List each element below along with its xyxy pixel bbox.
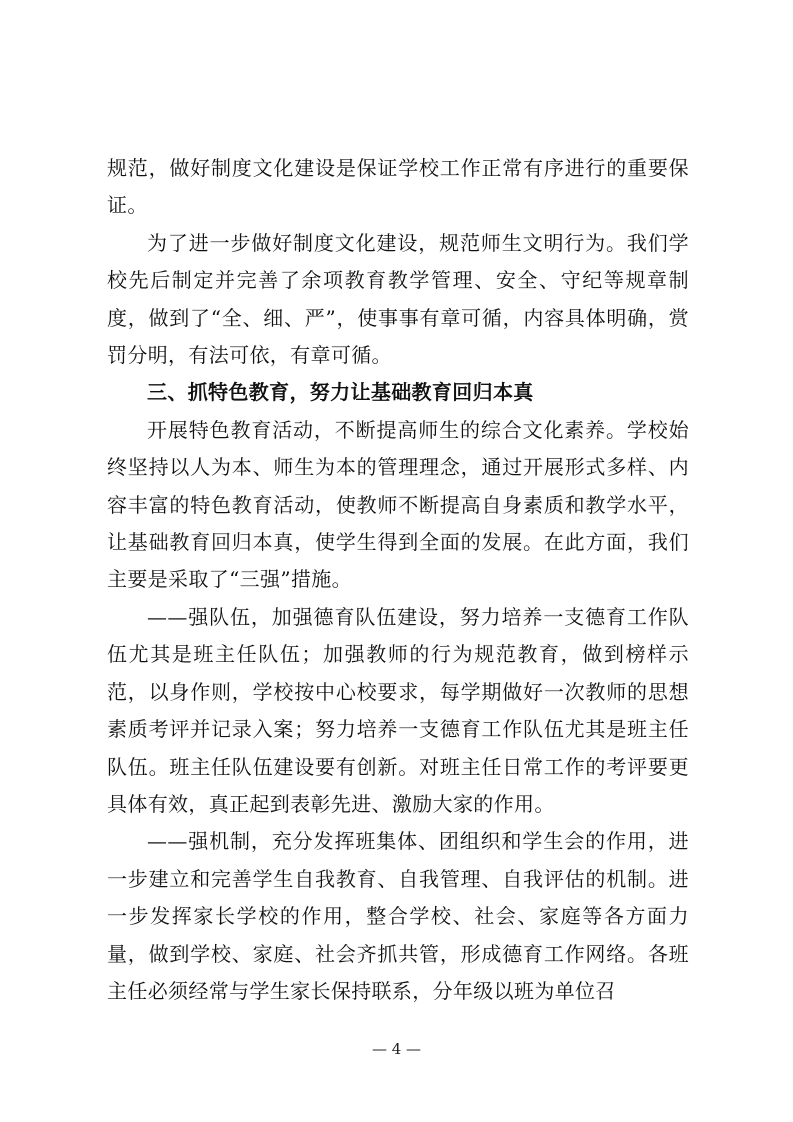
section-heading-3: 三、抓特色教育，努力让基础教育回归本真 (147, 380, 534, 405)
paragraph-1: 规范，做好制度文化建设是保证学校工作正常有序进行的重要保证。 (107, 156, 689, 218)
paragraph-6: ——强机制，充分发挥班集体、团组织和学生会的作用，进一步建立和完善学生自我教育、自我管理、自我评估的机制。进一步发挥家长学校的作用，整合学校、社会、家庭等各方面力量，做到学校、家庭、社会齐抓共管，形成德育工作网络。各班主任必须经常与学生家长保持联系，分年级以班为单位召 (107, 829, 689, 1003)
paragraph-2: 为了进一步做好制度文化建设，规范师生文明行为。我们学校先后制定并完善了余项教育教学管理、安全、守纪等规章制度，做到了“全、细、严”，使事事有章可循，内容具体明确，赏罚分明，有法可依，有章可循。 (107, 230, 689, 368)
document-body (107, 150, 689, 1010)
page-number: — 4 — (371, 1040, 422, 1058)
paragraph-4: 开展特色教育活动，不断提高师生的综合文化素养。学校始终坚持以人为本、师生为本的管理理念，通过开展形式多样、内容丰富的特色教育活动，使教师不断提高自身素质和教学水平，让基础教育回归本真，使学生得到全面的发展。在此方面，我们主要是采取了“三强”措施。 (107, 417, 689, 592)
paragraph-5: ——强队伍，加强德育队伍建设，努力培养一支德育工作队伍尤其是班主任队伍；加强教师的行为规范教育，做到榜样示范，以身作则，学校按中心校要求，每学期做好一次教师的思想素质考评并记录入案；努力培养一支德育工作队伍尤其是班主任队伍。班主任队伍建设要有创新。对班主任日常工作的考评要更具体有效，真正起到表彰先进、激励大家的作用。 (107, 604, 689, 816)
